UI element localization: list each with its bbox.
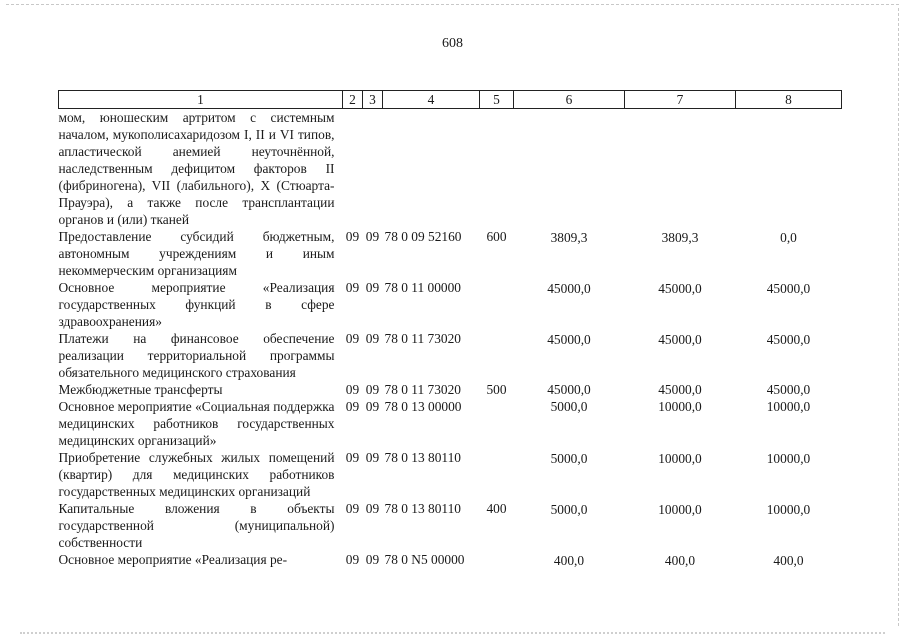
row-section: 09 — [345, 280, 360, 295]
row-expense-type — [480, 398, 514, 449]
row-section — [343, 109, 363, 229]
row-amount-col7 — [625, 109, 736, 229]
row-expense-type: 400 — [486, 501, 507, 516]
row-subsection: 09 — [365, 331, 380, 346]
budget-table — [58, 90, 842, 569]
row-amount-col6: 5000,0 — [550, 451, 588, 466]
table-row — [59, 500, 842, 551]
row-expense-type — [480, 551, 514, 569]
row-amount-col7: 10000,0 — [658, 399, 702, 414]
row-amount-col6: 45000,0 — [547, 281, 591, 296]
row-target-article: 78 0 13 80110 — [384, 501, 461, 516]
row-amount-col6: 400,0 — [553, 553, 585, 568]
column-header: 6 — [514, 91, 625, 109]
row-expense-type — [480, 330, 514, 381]
row-name: Межбюджетные трансферты — [58, 382, 223, 397]
column-header: 1 — [59, 91, 343, 109]
scan-edge-top — [6, 4, 899, 5]
row-expense-type — [480, 109, 514, 229]
row-amount-col8: 400,0 — [773, 553, 804, 568]
row-section: 09 — [345, 331, 360, 346]
column-number-row — [59, 91, 842, 109]
row-amount-col6: 5000,0 — [550, 502, 588, 517]
row-target-article: 78 0 13 80110 — [384, 450, 461, 465]
row-name: Платежи на финансовое обеспечение реализации территориальной программы обязательного медицинского страхования — [58, 331, 335, 380]
row-expense-type: 500 — [486, 382, 507, 397]
row-subsection: 09 — [365, 399, 380, 414]
column-header: 3 — [363, 91, 383, 109]
column-header: 4 — [383, 91, 480, 109]
column-header: 8 — [736, 91, 842, 109]
row-target-article — [383, 109, 480, 229]
row-name: Основное мероприятие «Реализация государственных функций в сфере здравоохранения» — [58, 280, 335, 329]
column-header: 7 — [625, 91, 736, 109]
row-target-article: 78 0 13 00000 — [384, 399, 462, 414]
row-expense-type — [480, 279, 514, 330]
row-subsection: 09 — [365, 552, 380, 567]
row-name: Предоставление субсидий бюджетным, автономным учреждениям и иным некоммерческим организациям — [58, 229, 335, 278]
row-amount-col7: 45000,0 — [658, 382, 702, 397]
row-name: Основное мероприятие «Социальная поддержка медицинских работников государственных медицинских организаций» — [58, 399, 335, 448]
table-row — [59, 398, 842, 449]
row-target-article: 78 0 N5 00000 — [384, 552, 465, 567]
row-amount-col6: 3809,3 — [550, 230, 588, 245]
column-header: 2 — [343, 91, 363, 109]
row-target-article: 78 0 09 52160 — [384, 229, 462, 244]
row-amount-col7: 10000,0 — [658, 502, 702, 517]
table-row — [59, 279, 842, 330]
row-name: Основное мероприятие «Реализация ре- — [58, 552, 288, 567]
scan-edge-right — [898, 8, 899, 626]
row-target-article: 78 0 11 00000 — [384, 280, 461, 295]
table-row — [59, 109, 842, 229]
row-section: 09 — [345, 450, 360, 465]
row-amount-col8: 45000,0 — [766, 281, 811, 296]
row-target-article: 78 0 11 73020 — [384, 331, 461, 346]
row-section: 09 — [345, 382, 360, 397]
row-expense-type: 600 — [486, 229, 507, 244]
scan-edge-bottom — [20, 632, 885, 634]
row-amount-col6: 5000,0 — [550, 399, 588, 414]
row-subsection: 09 — [365, 450, 380, 465]
row-section: 09 — [345, 399, 360, 414]
row-amount-col7: 45000,0 — [658, 281, 702, 296]
table-row — [59, 330, 842, 381]
column-header: 5 — [480, 91, 514, 109]
row-amount-col8: 10000,0 — [766, 399, 811, 414]
row-amount-col8: 45000,0 — [766, 382, 811, 397]
row-amount-col8: 10000,0 — [766, 451, 811, 466]
row-amount-col7: 10000,0 — [658, 451, 702, 466]
row-name: Капитальные вложения в объекты государственной (муниципальной) собственности — [58, 501, 335, 550]
row-amount-col7: 400,0 — [664, 553, 696, 568]
row-amount-col8 — [736, 109, 842, 229]
table-row — [59, 551, 842, 569]
row-amount-col7: 3809,3 — [661, 230, 699, 245]
row-amount-col8: 45000,0 — [766, 332, 811, 347]
row-subsection: 09 — [365, 501, 380, 516]
row-amount-col7: 45000,0 — [658, 332, 702, 347]
row-section: 09 — [345, 501, 360, 516]
row-section: 09 — [345, 229, 360, 244]
row-section: 09 — [345, 552, 360, 567]
row-subsection: 09 — [365, 229, 380, 244]
row-expense-type — [480, 449, 514, 500]
row-target-article: 78 0 11 73020 — [384, 382, 461, 397]
row-amount-col6: 45000,0 — [547, 382, 591, 397]
table-row — [59, 228, 842, 279]
row-name: мом, юношеским артритом с системным началом, мукополисахаридозом I, II и VI типов, апластической анемией неуточнённой, наследственным дефицитом факторов II (фибриногена), VII (лабильного), X (Стюарта-Прауэра), а также после трансплантации органов и (или) тканей — [58, 110, 335, 227]
table-row — [59, 449, 842, 500]
row-amount-col8: 0,0 — [780, 230, 797, 245]
row-subsection: 09 — [365, 382, 380, 397]
row-amount-col6 — [514, 109, 625, 229]
row-subsection — [363, 109, 383, 229]
row-name: Приобретение служебных жилых помещений (квартир) для медицинских работников государственных медицинских организаций — [58, 450, 335, 499]
row-amount-col8: 10000,0 — [766, 502, 811, 517]
page-number: 608 — [442, 36, 463, 51]
row-subsection: 09 — [365, 280, 380, 295]
table-row — [59, 381, 842, 398]
row-amount-col6: 45000,0 — [547, 332, 591, 347]
